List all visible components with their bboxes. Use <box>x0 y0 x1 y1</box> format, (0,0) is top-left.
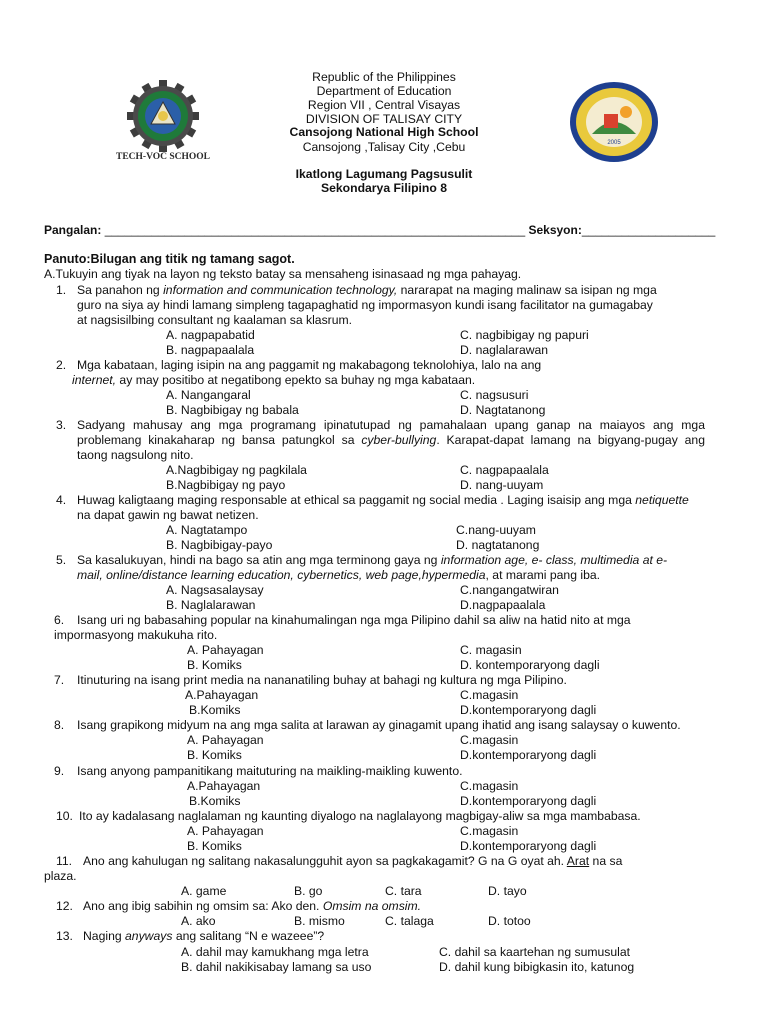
q6-choice-b[interactable]: B. Komiks <box>187 658 242 672</box>
q3-choice-a[interactable]: A.Nagbibigay ng pagkilala <box>166 463 307 477</box>
q10-number: 10. <box>56 809 73 823</box>
q11-number: 11. <box>56 854 73 868</box>
q1-line-2: guro na siya ay hindi lamang simpleng tagapaghatid ng impormasyon kundi isang facilitator na gumagabay <box>77 298 653 312</box>
q8-choice-a[interactable]: A. Pahayagan <box>187 733 264 747</box>
q3-number: 3. <box>56 418 67 432</box>
q9-choice-b[interactable]: B.Komiks <box>189 794 241 808</box>
q9-choice-a[interactable]: A.Pahayagan <box>187 779 261 793</box>
q8-choice-b[interactable]: B. Komiks <box>187 748 242 762</box>
q7-choice-b[interactable]: B.Komiks <box>189 703 241 717</box>
q2-choice-a[interactable]: A. Nangangaral <box>166 388 251 402</box>
section-field[interactable]: ____________________ <box>581 223 716 237</box>
q9-number: 9. <box>54 764 65 778</box>
q3-choice-d[interactable]: D. nang-uuyam <box>460 478 544 492</box>
q7-number: 7. <box>54 673 65 687</box>
q4-choice-a[interactable]: A. Nagtatampo <box>166 523 248 537</box>
q3-line-2: problemang kinakaharap ng bansa patungkol sa cyber-bullying. Karapat-dapat lamang na bigyang-pugay ang <box>77 433 705 447</box>
q1-line-3: at nagsisilbing consultant ng kaalaman sa klasrum. <box>77 313 353 327</box>
q8-choice-c[interactable]: C.magasin <box>460 733 519 747</box>
name-field[interactable]: _______________________________________________________________ <box>104 223 526 237</box>
q1-choice-b[interactable]: B. nagpapaalala <box>166 343 255 357</box>
q13-choice-d[interactable]: D. dahil kung bibigkasin ito, katunog <box>439 960 635 974</box>
q13-choice-a[interactable]: A. dahil may kamukhang mga letra <box>181 945 369 959</box>
seal-year: 2005 <box>607 140 621 146</box>
q10-choice-a[interactable]: A. Pahayagan <box>187 824 264 838</box>
q10-choice-c[interactable]: C.magasin <box>460 824 519 838</box>
part-a-instruction: A.Tukuyin ang tiyak na layon ng teksto batay sa mensaheng isinasaad ng mga pahayag. <box>44 267 522 281</box>
q5-choice-d[interactable]: D.nagpapaalala <box>460 598 546 612</box>
q4-choice-b[interactable]: B. Nagbibigay-payo <box>166 538 273 552</box>
q5-line-2: mail, online/distance learning education, cybernetics, web page,hypermedia, at marami pang iba. <box>77 568 601 582</box>
q11-line-2: plaza. <box>44 869 77 883</box>
header-school-name: Cansojong National High School <box>289 125 479 139</box>
q10-line-1: Ito ay kadalasang naglalaman ng kaunting diyalogo na naglalayong magbigay-aliw sa mga mambabasa. <box>79 809 641 823</box>
q4-choice-c[interactable]: C.nang-uuyam <box>456 523 536 537</box>
q6-line-1: Isang uri ng babasahing popular na kinahumalingan nga mga Pilipino dahil sa aliw na hatid nito at mga <box>77 613 631 627</box>
q11-line-1: Ano ang kahulugan ng salitang nakasalungguhit ayon sa pagkakagamit? G na G oyat ah. Arat na sa <box>83 854 623 868</box>
q6-choice-d[interactable]: D. kontemporaryong dagli <box>460 658 600 672</box>
q4-line-1: Huwag kaligtaang maging responsable at ethical sa paggamit ng social media . Laging isaisip ang mga netiquette <box>77 493 689 507</box>
q11-choice-d[interactable]: D. tayo <box>488 884 527 898</box>
header-school-address: Cansojong ,Talisay City ,Cebu <box>302 140 466 154</box>
q1-line-1: Sa panahon ng information and communication technology, nararapat na maging malinaw sa isipan ng mga <box>77 283 657 297</box>
q10-choice-b[interactable]: B. Komiks <box>187 839 242 853</box>
q11-choice-b[interactable]: B. go <box>294 884 323 898</box>
q9-choice-c[interactable]: C.magasin <box>460 779 519 793</box>
q5-number: 5. <box>56 553 67 567</box>
q2-line-2: internet, ay may positibo at negatibong epekto sa buhay ng mga kabataan. <box>72 373 476 387</box>
q2-number: 2. <box>56 358 67 372</box>
q13-line-1: Naging anyways ang salitang “N e wazeee”? <box>83 929 325 943</box>
q8-choice-d[interactable]: D.kontemporaryong dagli <box>460 748 597 762</box>
q12-choice-d[interactable]: D. totoo <box>488 914 531 928</box>
q3-choice-b[interactable]: B.Nagbibigay ng payo <box>166 478 286 492</box>
q4-number: 4. <box>56 493 67 507</box>
q8-number: 8. <box>54 718 65 732</box>
q3-line-3: taong nagsulong nito. <box>77 448 194 462</box>
section-label: Seksyon: <box>525 223 582 237</box>
q13-number: 13. <box>56 929 73 943</box>
q1-choice-a[interactable]: A. nagpapabatid <box>166 328 255 342</box>
header-division: DIVISION OF TALISAY CITY <box>305 112 463 126</box>
q3-line-1: Sadyang mahusay ang mga programang ipinatutupad ng pamahalaan upang ganap na maiayos ang mga <box>77 418 705 432</box>
q1-choice-c[interactable]: C. nagbibigay ng papuri <box>460 328 589 342</box>
q7-choice-c[interactable]: C.magasin <box>460 688 519 702</box>
q12-number: 12. <box>56 899 73 913</box>
header-region: Region VII , Central Visayas <box>307 98 461 112</box>
q7-line-1: Itinuturing na isang print media na nananatiling buhay at bahagi ng kultura ng mga Pilipino. <box>77 673 567 687</box>
header-deped: Department of Education <box>316 84 452 98</box>
q12-choice-c[interactable]: C. talaga <box>385 914 434 928</box>
q9-choice-d[interactable]: D.kontemporaryong dagli <box>460 794 597 808</box>
q12-choice-b[interactable]: B. mismo <box>294 914 345 928</box>
q13-choice-c[interactable]: C. dahil sa kaartehan ng sumusulat <box>439 945 631 959</box>
q8-line-1: Isang grapikong midyum na ang mga salita at larawan ay ginagamit upang ihatid ang isang salaysay o kuwento. <box>77 718 681 732</box>
q7-choice-a[interactable]: A.Pahayagan <box>185 688 259 702</box>
exam-title: Ikatlong Lagumang Pagsusulit <box>295 167 473 181</box>
q5-line-1: Sa kasalukuyan, hindi na bago sa atin ang mga terminong gaya ng information age, e- class, multimedia at e- <box>77 553 668 567</box>
q2-choice-c[interactable]: C. nagsusuri <box>460 388 529 402</box>
q1-number: 1. <box>56 283 67 297</box>
q3-choice-c[interactable]: C. nagpapaalala <box>460 463 549 477</box>
q2-choice-b[interactable]: B. Nagbibigay ng babala <box>166 403 299 417</box>
q6-line-2: impormasyong makukuha rito. <box>54 628 218 642</box>
q11-choice-a[interactable]: A. game <box>181 884 227 898</box>
q7-choice-d[interactable]: D.kontemporaryong dagli <box>460 703 597 717</box>
q12-line-1: Ano ang ibig sabihin ng omsim sa: Ako den. Omsim na omsim. <box>83 899 422 913</box>
q6-choice-a[interactable]: A. Pahayagan <box>187 643 264 657</box>
instructions-panuto: Panuto:Bilugan ang titik ng tamang sagot. <box>44 252 295 266</box>
name-label: Pangalan: <box>44 223 105 237</box>
q11-choice-c[interactable]: C. tara <box>385 884 422 898</box>
q2-line-1: Mga kabataan, laging isipin na ang paggamit ng makabagong teknolohiya, lalo na ang <box>77 358 542 372</box>
q1-choice-d[interactable]: D. naglalarawan <box>460 343 549 357</box>
q10-choice-d[interactable]: D.kontemporaryong dagli <box>460 839 597 853</box>
tech-voc-caption: TECH-VOC SCHOOL <box>115 152 211 162</box>
exam-subtitle: Sekondarya Filipino 8 <box>321 181 447 195</box>
q5-choice-a[interactable]: A. Nagsasalaysay <box>166 583 264 597</box>
q9-line-1: Isang anyong pampanitikang maituturing na maikling-maikling kuwento. <box>77 764 463 778</box>
q6-number: 6. <box>54 613 65 627</box>
q2-choice-d[interactable]: D. Nagtatanong <box>460 403 546 417</box>
header-republic: Republic of the Philippines <box>312 70 456 84</box>
q13-choice-b[interactable]: B. dahil nakikisabay lamang sa uso <box>181 960 372 974</box>
q4-choice-d[interactable]: D. nagtatanong <box>456 538 540 552</box>
q5-choice-c[interactable]: C.nangangatwiran <box>460 583 559 597</box>
q4-line-2: na dapat gawin ng bawat netizen. <box>77 508 259 522</box>
q6-choice-c[interactable]: C. magasin <box>460 643 522 657</box>
q5-choice-b[interactable]: B. Naglalarawan <box>166 598 256 612</box>
q12-choice-a[interactable]: A. ako <box>181 914 216 928</box>
name-section-line <box>44 223 715 238</box>
